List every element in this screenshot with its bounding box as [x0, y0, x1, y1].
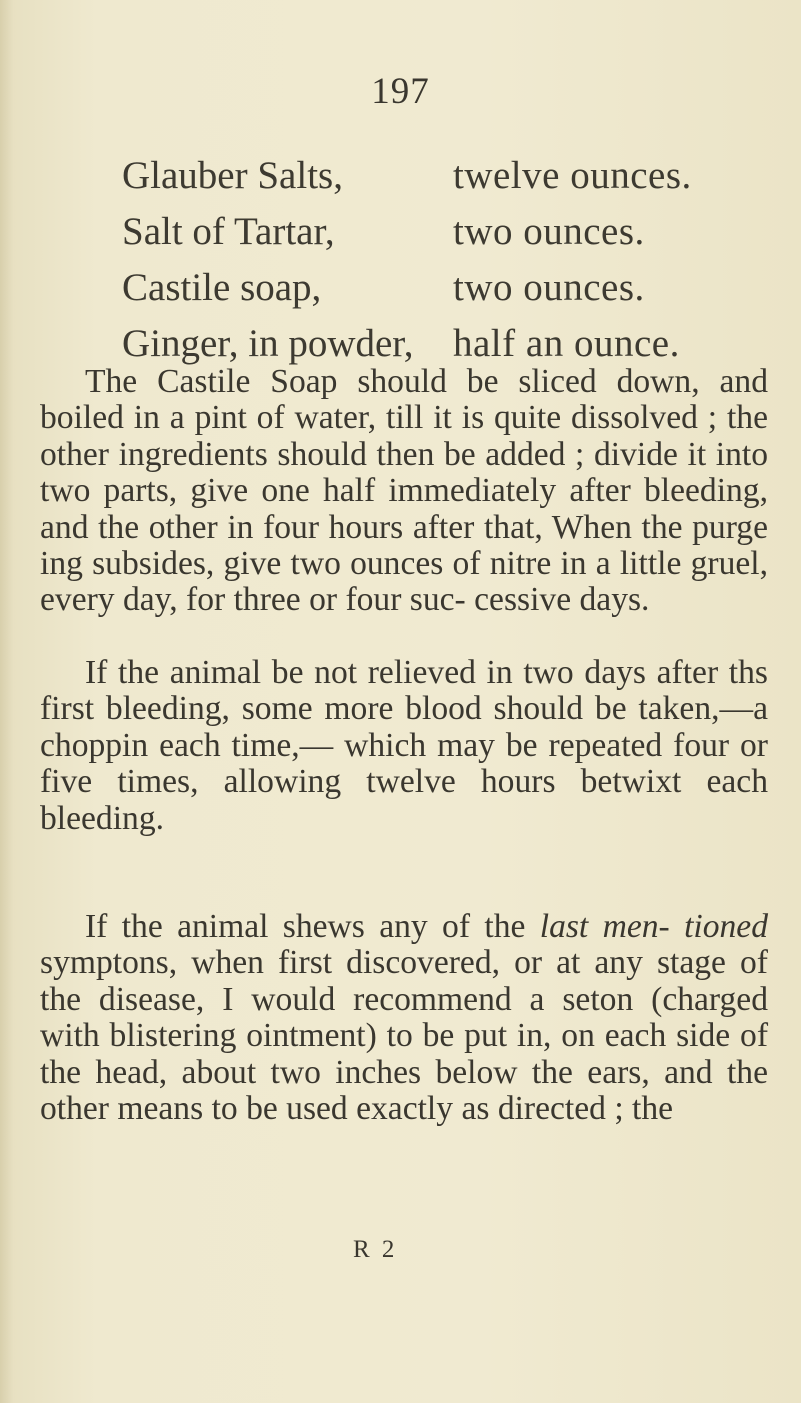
paragraph-text-end: symptons, when first discovered, or at any stage of the disease, I would recommend a seton (charged with blistering ointment) to be put in, on each side of the head, about two inches below the ears, and the other means to be used exactly as directed ; the	[40, 944, 768, 1128]
emphasis-text: last men- tioned	[539, 908, 768, 945]
paragraph-text	[40, 909, 768, 1127]
paragraph-seton	[40, 909, 768, 1127]
ingredient-name: Ginger, in powder,	[122, 322, 414, 365]
ingredient-name: Castile soap,	[122, 266, 322, 309]
ingredient-amount: half an ounce.	[453, 322, 680, 365]
signature-mark: R 2	[353, 1236, 398, 1263]
paragraph-text: If the animal be not relieved in two days after ths first bleeding, some more blood should be taken,—a choppin each time,— which may be repeated four or five times, allowing twelve hours betwixt each bleeding.	[40, 654, 768, 837]
recipe-row	[122, 260, 762, 316]
ingredient-amount: twelve ounces.	[453, 154, 692, 197]
page-number: 197	[371, 71, 430, 112]
recipe-row	[122, 204, 762, 260]
recipe-list	[122, 148, 762, 372]
paragraph-text-start: If the animal shews any of the	[85, 908, 540, 945]
paragraph-second-bleeding	[40, 655, 768, 837]
paragraph-text: The Castile Soap should be sliced down, and boiled in a pint of water, till it is quite dissolved ; the other ingredients should then be added ; divide it into two parts, give one half immediately after bleeding, and the other in four hours after that, When the purge ing subsides, give two ounces of nitre in a little gruel, every day, for three or four suc- cessive days.	[40, 363, 768, 619]
ingredient-amount: two ounces.	[453, 210, 645, 253]
paragraph-preparation	[40, 364, 768, 619]
ingredient-name: Glauber Salts,	[122, 154, 343, 197]
recipe-row	[122, 148, 762, 204]
ingredient-amount: two ounces.	[453, 266, 645, 309]
ingredient-name: Salt of Tartar,	[122, 210, 335, 253]
page-gutter	[0, 0, 14, 1403]
